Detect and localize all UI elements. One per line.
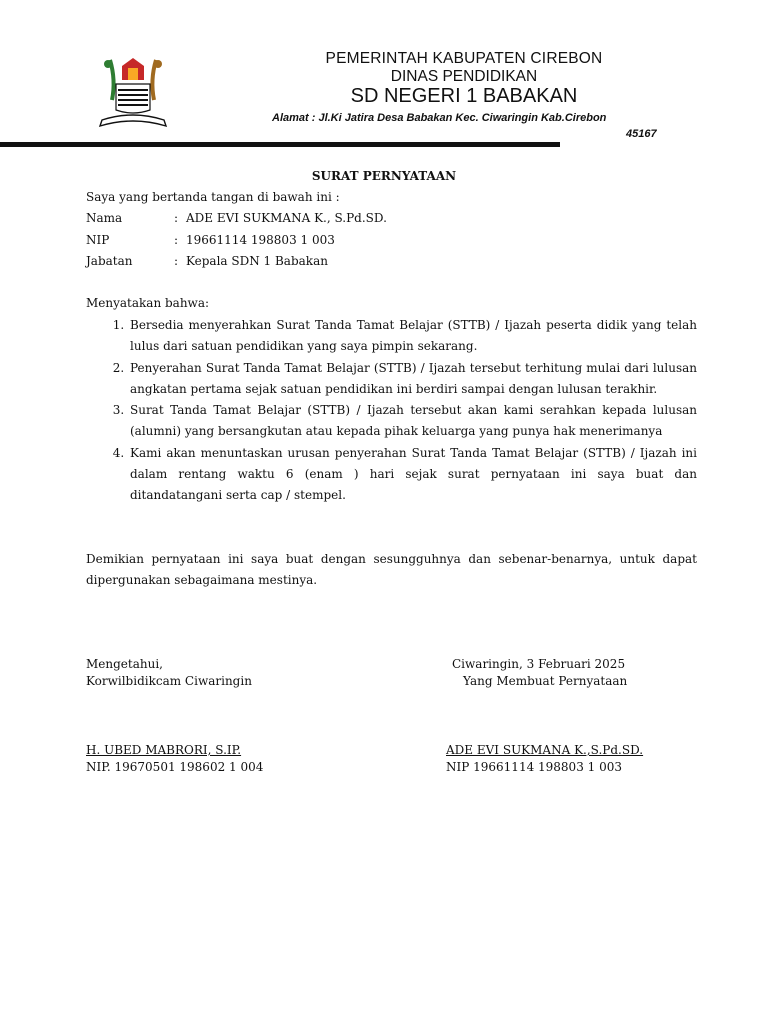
header-divider	[0, 142, 560, 147]
sig-right-name: ADE EVI SUKMANA K.,S.Pd.SD.	[446, 743, 644, 757]
document-title: SURAT PERNYATAAN	[311, 169, 457, 183]
sig-left-line2: Korwilbidikcam Ciwaringin	[86, 674, 252, 688]
sig-left-nip: NIP. 19670501 198602 1 004	[86, 760, 264, 774]
sig-right-line2: Yang Membuat Pernyataan	[463, 674, 628, 688]
statement-item: 1. Bersedia menyerahkan Surat Tanda Tamat Belajar (STTB) / Ijazah peserta didik yang telah lulus dari satuan pendidikan yang saya pimpin sekarang.	[128, 315, 697, 358]
field-label: Jabatan	[86, 254, 133, 268]
header-address: Alamat : Jl.Ki Jatira Desa Babakan Kec. Ciwaringin Kab.Cirebon	[272, 112, 607, 124]
field-row-name	[86, 211, 387, 225]
header-government: PEMERINTAH KABUPATEN CIREBON	[325, 50, 603, 67]
field-label: Nama	[86, 211, 123, 225]
field-colon: :	[174, 254, 179, 268]
statement-item: 3. Surat Tanda Tamat Belajar (STTB) / Ijazah tersebut akan kami serahkan kepada lulusan (alumni) yang bersangkutan atau kepada pihak keluarga yang punya hak menerimanya	[128, 400, 697, 443]
field-value: 19661114 198803 1 003	[186, 233, 335, 247]
field-row-position	[86, 254, 328, 268]
intro-text: Saya yang bertanda tangan di bawah ini :	[86, 190, 340, 204]
header-zip: 45167	[626, 128, 657, 140]
sig-left-line1: Mengetahui,	[86, 657, 163, 671]
field-label: NIP	[86, 233, 110, 247]
field-colon: :	[174, 233, 179, 247]
header-department: DINAS PENDIDIKAN	[390, 68, 538, 85]
field-row-nip	[86, 233, 335, 247]
statement-list	[86, 315, 697, 507]
statement-item: 4. Kami akan menuntaskan urusan penyerahan Surat Tanda Tamat Belajar (STTB) / Ijazah ini dalam rentang waktu 6 (enam ) hari sejak surat pernyataan ini saya buat dan ditandatangani serta cap / stempel.	[128, 443, 697, 507]
closing-paragraph: Demikian pernyataan ini saya buat dengan sesungguhnya dan sebenar-benarnya, untuk dapat dipergunakan sebagaimana mestinya.	[86, 552, 697, 587]
field-colon: :	[174, 211, 179, 225]
field-value: ADE EVI SUKMANA K., S.Pd.SD.	[186, 211, 387, 225]
field-value: Kepala SDN 1 Babakan	[186, 254, 328, 268]
sig-right-nip: NIP 19661114 198803 1 003	[446, 760, 622, 774]
statement-item: 2. Penyerahan Surat Tanda Tamat Belajar (STTB) / Ijazah tersebut terhitung mulai dari lulusan angkatan pertama sejak satuan pendidikan ini berdiri sampai dengan lulusan terakhir.	[128, 358, 697, 401]
sig-left-name: H. UBED MABRORI, S.IP.	[86, 743, 242, 757]
sig-right-place-date: Ciwaringin, 3 Februari 2025	[452, 657, 626, 671]
header-school-name: SD NEGERI 1 BABAKAN	[350, 85, 578, 107]
statement-lead: Menyatakan bahwa:	[86, 296, 210, 310]
